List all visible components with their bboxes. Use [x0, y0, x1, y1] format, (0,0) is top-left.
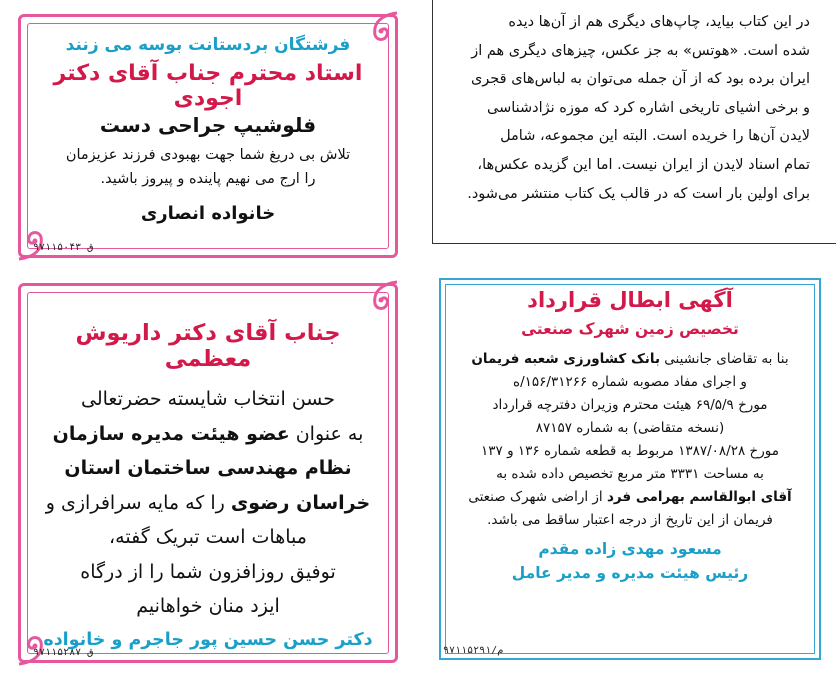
notice-line: به مساحت ۳۳۳۱ متر مربع تخصیص داده شده به [496, 466, 764, 482]
notice-line [451, 486, 809, 509]
ad-recipient: جناب آقای دکتر داریوش معظمی [75, 320, 341, 372]
notice-signer-name: مسعود مهدی زاده مقدم [538, 540, 722, 558]
notice-bold-text: بانک کشاورزی شعبه فریمان [471, 351, 661, 367]
ad-body-line: تلاش بی دریغ شما جهت بهبودی فرزند عزیزمان [65, 147, 351, 163]
congrats-ad-ajudi [18, 14, 398, 258]
notice-line: (نسخه متقاضی) به شماره ۸۷۱۵۷ [535, 420, 725, 436]
ad-signature: دکتر حسن حسین پور جاجرم و خانواده [43, 629, 373, 650]
article-line-0 [450, 0, 810, 8]
ad-body-line: مباهات است تبریک گفته، [109, 526, 307, 548]
article-line-4: و برخی اشیای تاریخی اشاره کرد که موزه نژادشناسی [486, 99, 810, 116]
ad-recipient-title: فلوشیپ جراحی دست [99, 113, 317, 137]
notice-text: بنا به تقاضای جانشینی [660, 351, 789, 367]
notice-bold-text: آقای ابوالقاسم بهرامی فرد [606, 489, 792, 505]
article-line-3: ایران برده بود که از آن جمله می‌توان به لباس‌های قجری [470, 71, 810, 88]
notice-text: از اراضی شهرک صنعتی [468, 489, 607, 505]
article-text [450, 6, 810, 208]
ad-bold-text: عضو هیئت مدیره سازمان [52, 422, 290, 445]
article-line-2: شده است. «هوتس» به جز عکس، چیزهای دیگری هم از [471, 42, 810, 59]
article-line-6: تمام اسناد لایدن از ایران نیست. اما این گزیده عکس‌ها، [477, 156, 810, 173]
article-line-5: لایدن آن‌ها را خریده است. البته این مجموعه، شامل [500, 128, 810, 145]
notice-line: مورخ ۱۳۸۷/۰۸/۲۸ مربوط به قطعه شماره ۱۳۶ و ۱۳۷ [481, 443, 779, 459]
notice-line: مورخ ۶۹/۵/۹ هیئت محترم وزیران دفترچه قرارداد [492, 397, 768, 413]
ad-body [39, 143, 377, 191]
notice-line [451, 348, 809, 371]
ad-body-line: را ارج می نهیم پاینده و پیروز باشید. [100, 171, 316, 187]
ad-code: ق ۹۷۱۱۵۲۸۷ [33, 647, 94, 658]
ad-body-line: حسن انتخاب شایسته حضرتعالی [81, 388, 335, 410]
notice-line: فریمان از این تاریخ از درجه اعتبار ساقط می باشد. [487, 512, 773, 528]
ad-body-line [39, 451, 377, 486]
ad-body-line [39, 417, 377, 452]
notice-subtitle: تخصیص زمین شهرک صنعتی [521, 320, 739, 338]
ad-body-line: توفیق روزافزون شما را از درگاه [80, 560, 336, 583]
ad-body-line: ایزد منان خواهانیم [136, 595, 280, 617]
ad-header: فرشتگان بردستانت بوسه می زنند [65, 35, 351, 55]
ad-body-line [39, 486, 377, 521]
ad-code: م/۹۷۱۱۵۲۹۱ [443, 645, 504, 656]
ad-code: ق ۹۷۱۱۵۰۴۳ [33, 242, 94, 253]
ad-text: را که مایه سرافرازی و [45, 491, 231, 514]
article-line-7: برای اولین بار است که در قالب یک کتاب منتشر می‌شود. [467, 185, 810, 202]
ad-recipient: استاد محترم جناب آقای دکتر اجودی [53, 61, 363, 111]
article-column [432, 0, 836, 244]
contract-cancellation-notice [439, 278, 821, 660]
ad-bold-text: خراسان رضوی [230, 491, 371, 514]
ad-text: به عنوان [289, 422, 364, 445]
notice-line: و اجرای مفاد مصوبه شماره ۱۵۶/۳۱۲۶۶/ه [513, 374, 747, 390]
congrats-ad-moazami [18, 283, 398, 663]
ad-signature: خانواده انصاری [140, 203, 276, 224]
notice-signer-title: رئیس هیئت مدیره و مدیر عامل [511, 564, 749, 582]
ad-body [39, 382, 377, 624]
notice-title: آگهی ابطال قرارداد [527, 288, 733, 312]
article-line-1: در این کتاب بیاید، چاپ‌های دیگری هم از آن‌ها دیده [508, 14, 810, 30]
ad-bold-text: نظام مهندسی ساختمان استان [64, 457, 352, 479]
notice-body [451, 348, 809, 532]
